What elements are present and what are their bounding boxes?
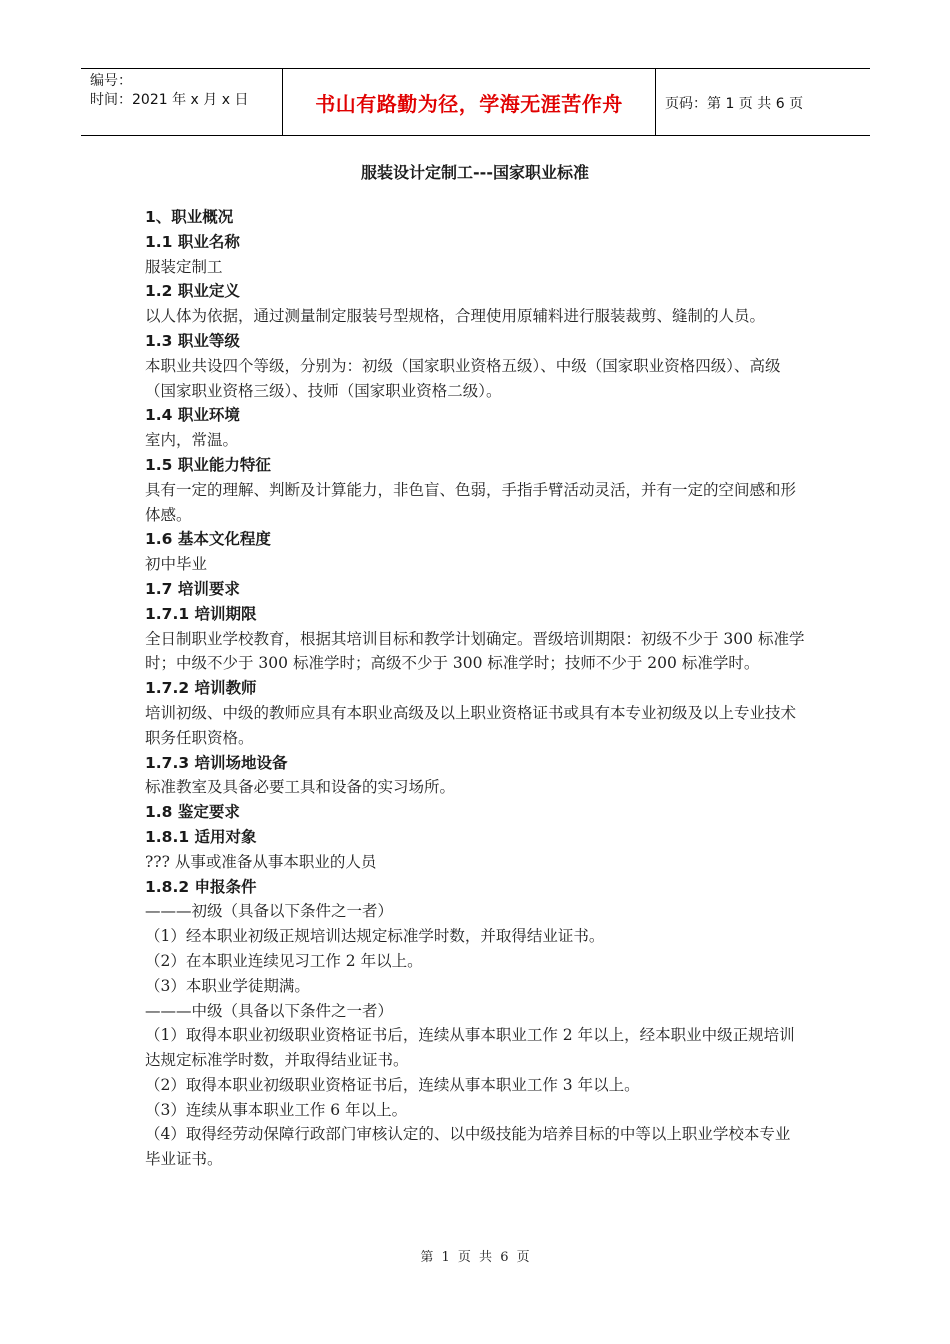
- body-paragraph: 全日制职业学校教育，根据其培训目标和教学计划确定。晋级培训期限：初级不少于 300 标准学时；中级不少于 300 标准学时；高级不少于 300 标准学时；技师不少于 200 标准学时。: [145, 629, 805, 673]
- body-paragraph: 服装定制工: [145, 257, 223, 276]
- section-heading: 1.5 职业能力特征: [145, 455, 271, 474]
- section-heading: 1.7.3 培训场地设备: [145, 753, 288, 772]
- header-divider-right: [655, 69, 656, 136]
- body-paragraph: （3）本职业学徒期满。: [145, 976, 310, 995]
- body-paragraph: （3）连续从事本职业工作 6 年以上。: [145, 1100, 408, 1119]
- section-heading: 1.4 职业环境: [145, 406, 240, 425]
- document-title: 服装设计定制工---国家职业标准: [361, 163, 589, 182]
- body-paragraph: 标准教室及具备必要工具和设备的实习场所。: [145, 778, 456, 797]
- header-meta: [90, 72, 248, 110]
- body-paragraph: 以人体为依据，通过测量制定服装号型规格，合理使用原辅料进行服装裁剪、缝制的人员。: [145, 307, 766, 326]
- body-paragraph: 本职业共设四个等级，分别为：初级（国家职业资格五级）、中级（国家职业资格四级）、高级（国家职业资格三级）、技师（国家职业资格二级）。: [145, 356, 781, 400]
- section-heading: 1.8.1 适用对象: [145, 827, 257, 846]
- body-paragraph: ———初级（具备以下条件之一者）: [145, 902, 394, 921]
- document-number-label: 编号：: [90, 73, 132, 89]
- body-paragraph: （1）取得本职业初级职业资格证书后，连续从事本职业工作 2 年以上，经本职业中级正规培训达规定标准学时数，并取得结业证书。: [145, 1026, 795, 1070]
- body-paragraph: （2）取得本职业初级职业资格证书后，连续从事本职业工作 3 年以上。: [145, 1075, 640, 1094]
- document-body: [145, 205, 805, 1172]
- body-paragraph: ??? 从事或准备从事本职业的人员: [145, 852, 377, 871]
- body-paragraph: （4）取得经劳动保障行政部门审核认定的、以中级技能为培养目标的中等以上职业学校本专业毕业证书。: [145, 1125, 791, 1169]
- section-heading: 1.1 职业名称: [145, 232, 240, 251]
- section-heading: 1.3 职业等级: [145, 331, 240, 350]
- section-heading: 1.7.2 培训教师: [145, 679, 257, 698]
- header-page-info: 页码：第 1 页 共 6 页: [665, 95, 804, 112]
- section-heading: 1、职业概况: [145, 208, 234, 226]
- body-paragraph: （2）在本职业连续见习工作 2 年以上。: [145, 951, 423, 970]
- section-heading: 1.2 职业定义: [145, 282, 240, 301]
- page-header: [81, 68, 870, 136]
- section-heading: 1.6 基本文化程度: [145, 530, 271, 549]
- section-heading: 1.7 培训要求: [145, 579, 240, 598]
- document-date-label: 时间：2021 年 x 月 x 日: [90, 92, 249, 108]
- body-paragraph: 初中毕业: [145, 555, 208, 574]
- page-footer: 第 1 页 共 6 页: [420, 1250, 530, 1265]
- body-paragraph: （1）经本职业初级正规培训达规定标准学时数，并取得结业证书。: [145, 927, 605, 946]
- section-heading: 1.8 鉴定要求: [145, 803, 240, 822]
- body-paragraph: 培训初级、中级的教师应具有本职业高级及以上职业资格证书或具有本专业初级及以上专业技术职务任职资格。: [145, 703, 797, 747]
- header-motto: 书山有路勤为径，学海无涯苦作舟: [315, 92, 623, 116]
- body-paragraph: 具有一定的理解、判断及计算能力，非色盲、色弱，手指手臂活动灵活，并有一定的空间感和形体感。: [145, 480, 797, 524]
- section-heading: 1.7.1 培训期限: [145, 604, 257, 623]
- section-heading: 1.8.2 申报条件: [145, 877, 257, 896]
- body-paragraph: 室内，常温。: [145, 431, 239, 450]
- body-paragraph: ———中级（具备以下条件之一者）: [145, 1001, 394, 1020]
